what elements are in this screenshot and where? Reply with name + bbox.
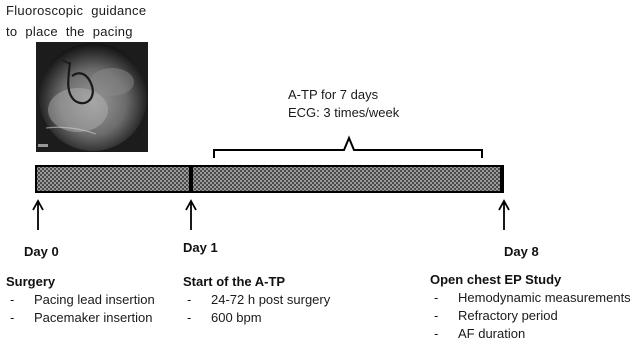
list-item: - Pacing lead insertion <box>10 292 155 307</box>
atp-block <box>183 273 330 327</box>
protocol-bracket <box>214 138 482 158</box>
list-item: - AF duration <box>434 326 526 341</box>
day8-label: Day 8 <box>504 244 539 259</box>
list-item: - Pacemaker insertion <box>10 310 153 325</box>
timeline-bar <box>36 165 503 193</box>
surgery-heading: Surgery <box>6 274 56 289</box>
fluoroscopy-caption <box>6 0 146 42</box>
day0-label: Day 0 <box>24 244 59 259</box>
ep-study-heading: Open chest EP Study <box>430 272 562 287</box>
list-item: - 24-72 h post surgery <box>187 292 331 307</box>
protocol-annotation <box>288 86 399 122</box>
arrow-day8 <box>499 201 509 230</box>
list-item: - 600 bpm <box>187 310 262 325</box>
day1-label: Day 1 <box>183 240 218 255</box>
arrow-day1 <box>186 201 196 230</box>
atp-heading: Start of the A-TP <box>183 274 286 289</box>
ep-study-block <box>430 271 631 343</box>
fluoroscopy-caption-line1: Fluoroscopic guidance <box>6 3 147 18</box>
surgery-block <box>6 273 155 327</box>
arrow-day0 <box>33 201 43 230</box>
list-item: - Refractory period <box>434 308 558 323</box>
protocol-line2: ECG: 3 times/week <box>288 105 400 120</box>
fluoroscopy-image <box>36 42 148 152</box>
list-item: - Hemodynamic measurements <box>434 290 631 305</box>
fluoroscopy-caption-line2: to place the pacing <box>6 24 133 39</box>
protocol-line1: A-TP for 7 days <box>288 87 379 102</box>
